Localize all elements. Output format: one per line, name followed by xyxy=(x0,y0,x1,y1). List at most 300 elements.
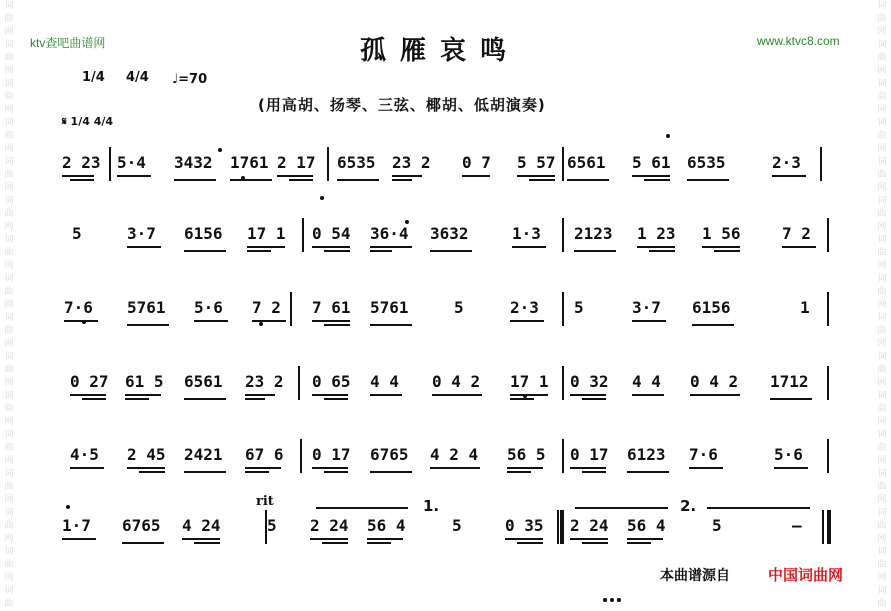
watermark-char: 曲 xyxy=(4,365,14,375)
beam-underline xyxy=(627,471,669,473)
beam-underline xyxy=(184,250,226,252)
beam-underline xyxy=(714,250,740,252)
beam-underline xyxy=(277,175,313,177)
beam-underline xyxy=(570,394,606,396)
watermark-char: 词 xyxy=(877,40,887,50)
note-group: 6156 xyxy=(692,298,731,317)
bar-line xyxy=(822,510,824,544)
beam-underline xyxy=(507,467,543,469)
watermark-char: 词 xyxy=(877,196,887,206)
watermark-char: 曲 xyxy=(877,92,887,102)
watermark-char: 网 xyxy=(877,573,887,583)
watermark-char: 曲 xyxy=(4,521,14,531)
beam-underline xyxy=(312,394,348,396)
watermark-char: 词 xyxy=(4,79,14,89)
note-group: 1712 xyxy=(770,372,809,391)
watermark-char: 曲 xyxy=(877,482,887,492)
watermark-char: 网 xyxy=(4,456,14,466)
watermark-char: 网 xyxy=(4,339,14,349)
beam-underline xyxy=(582,471,606,473)
bar-line xyxy=(109,147,111,181)
beam-underline xyxy=(127,324,169,326)
watermark-char: 曲 xyxy=(4,560,14,570)
note-group: 6561 xyxy=(567,153,606,172)
beam-underline xyxy=(632,394,664,396)
beam-underline xyxy=(510,398,534,400)
note-group: 5·4 xyxy=(117,153,146,172)
note-group: 5 57 xyxy=(517,153,556,172)
note-group: 2 24 xyxy=(570,516,609,535)
beam-underline xyxy=(182,538,220,540)
watermark-char: 曲 xyxy=(4,248,14,258)
octave-dot xyxy=(218,148,222,152)
score-line xyxy=(62,216,832,260)
beam-underline xyxy=(64,320,98,322)
beam-underline xyxy=(230,179,272,181)
bar-line xyxy=(562,147,564,181)
time-signature-2: 4/4 xyxy=(126,70,149,85)
note-group: 61 5 xyxy=(125,372,164,391)
beam-underline xyxy=(322,542,348,544)
note-group: 7 2 xyxy=(782,224,811,243)
beam-underline xyxy=(689,467,723,469)
beam-underline xyxy=(774,467,808,469)
note-group: 7·6 xyxy=(689,445,718,464)
note-group: 23 2 xyxy=(392,153,431,172)
beam-underline xyxy=(770,398,812,400)
beam-underline xyxy=(245,394,275,396)
beam-underline xyxy=(184,471,226,473)
watermark-char: 网 xyxy=(877,378,887,388)
note-group: 0 7 xyxy=(462,153,491,172)
bar-line xyxy=(298,366,300,400)
watermark-char: 词 xyxy=(4,1,14,11)
beam-underline xyxy=(324,471,348,473)
beam-underline xyxy=(194,320,228,322)
segno-time-signatures: 𝄋 1/4 4/4 xyxy=(62,115,114,128)
watermark-char: 网 xyxy=(877,534,887,544)
score-line xyxy=(62,364,832,408)
octave-dot xyxy=(610,598,614,602)
rit-marking: rit xyxy=(256,494,274,509)
bar-line xyxy=(820,147,822,181)
watermark-char: 词 xyxy=(877,118,887,128)
note-group: 1 23 xyxy=(637,224,676,243)
beam-underline xyxy=(687,179,729,181)
note-group: 7 2 xyxy=(252,298,281,317)
note-group: 56 5 xyxy=(507,445,546,464)
beam-underline xyxy=(462,175,490,177)
beam-underline xyxy=(430,250,472,252)
watermark-char: 曲 xyxy=(4,287,14,297)
note-group: 1·3 xyxy=(512,224,541,243)
beam-underline xyxy=(127,467,165,469)
watermark-char: 网 xyxy=(4,105,14,115)
bar-line xyxy=(562,292,564,326)
watermark-char: 网 xyxy=(877,183,887,193)
note-group: 3632 xyxy=(430,224,469,243)
bar-line xyxy=(265,510,267,544)
beam-underline xyxy=(529,179,555,181)
watermark-char: 词 xyxy=(877,430,887,440)
beam-underline xyxy=(370,471,412,473)
watermark-char: 网 xyxy=(877,339,887,349)
beam-underline xyxy=(574,250,616,252)
watermark-char: 网 xyxy=(4,378,14,388)
beam-underline xyxy=(247,246,285,248)
watermark-char: 网 xyxy=(877,417,887,427)
beam-underline xyxy=(125,394,161,396)
watermark-char: 词 xyxy=(877,508,887,518)
bar-line xyxy=(300,439,302,473)
watermark-char: 曲 xyxy=(4,599,14,609)
note-group: 6535 xyxy=(337,153,376,172)
watermark-char: 曲 xyxy=(877,287,887,297)
note-group: 5 xyxy=(712,516,722,535)
watermark-char: 曲 xyxy=(4,131,14,141)
watermark-char: 词 xyxy=(877,547,887,557)
watermark-char: 曲 xyxy=(4,14,14,24)
watermark-char: 词 xyxy=(4,430,14,440)
note-group: 4 4 xyxy=(370,372,399,391)
beam-underline xyxy=(507,471,531,473)
beam-underline xyxy=(122,542,164,544)
site-name-left[interactable]: ktv查吧曲谱网 xyxy=(30,36,106,50)
note-group: 4 2 4 xyxy=(430,445,479,464)
watermark-char: 词 xyxy=(877,586,887,596)
watermark-char: 曲 xyxy=(4,404,14,414)
note-group: 5 xyxy=(72,224,82,243)
bar-line xyxy=(827,292,829,326)
watermark-char: 词 xyxy=(4,196,14,206)
note-group: 0 65 xyxy=(312,372,351,391)
note-group: 2 45 xyxy=(127,445,166,464)
bar-line xyxy=(560,510,564,544)
beam-underline xyxy=(247,250,271,252)
beam-underline xyxy=(517,542,543,544)
note-group: 2421 xyxy=(184,445,223,464)
note-group: 17 1 xyxy=(510,372,549,391)
note-group: 4·5 xyxy=(70,445,99,464)
note-group: 5 xyxy=(574,298,584,317)
watermark-char: 词 xyxy=(877,157,887,167)
octave-dot xyxy=(523,394,527,398)
beam-underline xyxy=(367,542,391,544)
beam-underline xyxy=(570,538,608,540)
bar-line xyxy=(562,439,564,473)
beam-underline xyxy=(370,394,402,396)
beam-underline xyxy=(139,471,165,473)
beam-underline xyxy=(324,324,350,326)
note-group: 5·6 xyxy=(774,445,803,464)
beam-underline xyxy=(370,324,412,326)
watermark-char: 词 xyxy=(877,313,887,323)
note-group: 6123 xyxy=(627,445,666,464)
beam-underline xyxy=(510,394,548,396)
watermark-char: 词 xyxy=(877,352,887,362)
watermark-char: 曲 xyxy=(877,599,887,609)
octave-dot xyxy=(241,176,245,180)
beam-underline xyxy=(430,467,480,469)
volta-bracket xyxy=(316,507,408,509)
octave-dot xyxy=(666,134,670,138)
score-line xyxy=(62,437,832,481)
note-group: 3432 xyxy=(174,153,213,172)
watermark-char: 词 xyxy=(877,79,887,89)
beam-underline xyxy=(510,320,544,322)
watermark-char: 曲 xyxy=(4,482,14,492)
watermark-char: 网 xyxy=(4,183,14,193)
note-group: 2123 xyxy=(574,224,613,243)
watermark-char: 曲 xyxy=(4,170,14,180)
beam-underline xyxy=(627,538,663,540)
beam-underline xyxy=(632,175,670,177)
bar-line xyxy=(827,510,831,544)
beam-underline xyxy=(117,175,151,177)
octave-dot xyxy=(320,196,324,200)
note-group: 5761 xyxy=(127,298,166,317)
beam-underline xyxy=(649,250,675,252)
watermark-char: 词 xyxy=(4,352,14,362)
watermark-char: 网 xyxy=(4,534,14,544)
watermark-right xyxy=(875,0,889,611)
note-group: 6561 xyxy=(184,372,223,391)
beam-underline xyxy=(582,398,606,400)
watermark-char: 网 xyxy=(877,105,887,115)
note-group: 7 61 xyxy=(312,298,351,317)
beam-underline xyxy=(690,394,740,396)
note-group: 36·4 xyxy=(370,224,409,243)
volta-label: 2. xyxy=(680,497,697,515)
note-group: 6535 xyxy=(687,153,726,172)
beam-underline xyxy=(312,246,350,248)
note-group: 5·6 xyxy=(194,298,223,317)
watermark-char: 网 xyxy=(4,144,14,154)
instrumentation: (用高胡、扬琴、三弦、椰胡、低胡演奏) xyxy=(258,96,546,114)
beam-underline xyxy=(127,246,161,248)
watermark-char: 词 xyxy=(4,40,14,50)
beam-underline xyxy=(70,179,94,181)
bar-line xyxy=(562,366,564,400)
beam-underline xyxy=(125,398,149,400)
note-group: 1 xyxy=(800,298,810,317)
beam-underline xyxy=(337,179,379,181)
watermark-char: 曲 xyxy=(877,560,887,570)
note-group: 6765 xyxy=(122,516,161,535)
bar-line xyxy=(327,147,329,181)
beam-underline xyxy=(367,538,403,540)
watermark-char: 曲 xyxy=(4,326,14,336)
note-group: 7·6 xyxy=(64,298,93,317)
note-group: 5 xyxy=(267,516,277,535)
note-group: 0 17 xyxy=(570,445,609,464)
watermark-char: 曲 xyxy=(877,521,887,531)
volta-bracket xyxy=(707,507,810,509)
watermark-char: 网 xyxy=(4,573,14,583)
octave-dot xyxy=(603,598,607,602)
bar-line xyxy=(562,218,564,252)
beam-underline xyxy=(512,246,546,248)
note-group: 6765 xyxy=(370,445,409,464)
watermark-char: 词 xyxy=(4,547,14,557)
watermark-char: 网 xyxy=(877,144,887,154)
beam-underline xyxy=(245,467,281,469)
time-signature-1: 1/4 xyxy=(82,70,105,85)
note-group: 2 23 xyxy=(62,153,101,172)
note-group: 0 4 2 xyxy=(432,372,481,391)
note-group: 2 17 xyxy=(277,153,316,172)
watermark-char: 曲 xyxy=(4,443,14,453)
beam-underline xyxy=(632,320,666,322)
watermark-char: 词 xyxy=(4,469,14,479)
watermark-char: 曲 xyxy=(877,365,887,375)
beam-underline xyxy=(505,538,543,540)
beam-underline xyxy=(432,394,482,396)
watermark-char: 网 xyxy=(877,261,887,271)
bar-line xyxy=(290,292,292,326)
note-group: 0 54 xyxy=(312,224,351,243)
watermark-char: 曲 xyxy=(4,209,14,219)
watermark-char: 网 xyxy=(877,495,887,505)
watermark-char: 网 xyxy=(4,27,14,37)
note-group: — xyxy=(792,516,802,535)
watermark-char: 网 xyxy=(4,417,14,427)
beam-underline xyxy=(702,246,740,248)
watermark-char: 网 xyxy=(4,261,14,271)
score-line xyxy=(62,290,832,334)
beam-underline xyxy=(637,246,675,248)
watermark-char: 网 xyxy=(877,27,887,37)
note-group: 0 4 2 xyxy=(690,372,739,391)
watermark-char: 网 xyxy=(877,222,887,232)
note-group: 17 1 xyxy=(247,224,286,243)
tempo-mark: ♩=70 xyxy=(172,72,208,87)
octave-dot xyxy=(617,598,621,602)
watermark-char: 曲 xyxy=(877,404,887,414)
beam-underline xyxy=(582,542,608,544)
beam-underline xyxy=(627,542,651,544)
beam-underline xyxy=(245,398,265,400)
note-group: 0 32 xyxy=(570,372,609,391)
watermark-char: 词 xyxy=(877,274,887,284)
bar-line xyxy=(557,510,559,544)
watermark-char: 词 xyxy=(4,313,14,323)
volta-label: 1. xyxy=(423,497,440,515)
note-group: 4 4 xyxy=(632,372,661,391)
watermark-char: 曲 xyxy=(877,14,887,24)
watermark-char: 曲 xyxy=(877,131,887,141)
note-group: 0 17 xyxy=(312,445,351,464)
bar-line xyxy=(302,218,304,252)
watermark-char: 曲 xyxy=(877,443,887,453)
beam-underline xyxy=(692,324,734,326)
beam-underline xyxy=(324,398,348,400)
beam-underline xyxy=(570,467,606,469)
note-group: 56 4 xyxy=(367,516,406,535)
watermark-char: 词 xyxy=(4,157,14,167)
watermark-char: 网 xyxy=(4,222,14,232)
note-group: 0 35 xyxy=(505,516,544,535)
octave-dot xyxy=(66,505,70,509)
watermark-char: 词 xyxy=(877,235,887,245)
octave-dot xyxy=(405,220,409,224)
beam-underline xyxy=(184,398,226,400)
watermark-char: 网 xyxy=(4,300,14,310)
watermark-char: 词 xyxy=(877,1,887,11)
watermark-char: 词 xyxy=(4,235,14,245)
watermark-char: 网 xyxy=(877,300,887,310)
octave-dot xyxy=(82,320,86,324)
note-group: 6156 xyxy=(184,224,223,243)
note-group: 1·7 xyxy=(62,516,91,535)
source-site-link[interactable]: 中国词曲网 xyxy=(768,566,844,584)
octave-dot xyxy=(259,322,263,326)
beam-underline xyxy=(194,542,220,544)
beam-underline xyxy=(772,175,806,177)
watermark-left xyxy=(2,0,16,611)
beam-underline xyxy=(62,175,94,177)
beam-underline xyxy=(252,320,286,322)
watermark-char: 网 xyxy=(877,456,887,466)
source-text: 本曲谱源自 xyxy=(660,568,730,584)
note-group: 2·3 xyxy=(510,298,539,317)
beam-underline xyxy=(62,538,96,540)
watermark-char: 曲 xyxy=(4,53,14,63)
watermark-char: 网 xyxy=(4,495,14,505)
watermark-char: 网 xyxy=(877,66,887,76)
note-group: 5 61 xyxy=(632,153,671,172)
watermark-char: 词 xyxy=(4,586,14,596)
watermark-char: 词 xyxy=(4,274,14,284)
beam-underline xyxy=(310,538,348,540)
note-group: 5 xyxy=(452,516,462,535)
score-line xyxy=(62,145,832,189)
watermark-char: 曲 xyxy=(877,209,887,219)
beam-underline xyxy=(174,179,216,181)
note-group: 1761 xyxy=(230,153,269,172)
score-line xyxy=(62,508,832,552)
bar-line xyxy=(827,439,829,473)
note-group: 56 4 xyxy=(627,516,666,535)
watermark-char: 曲 xyxy=(877,53,887,63)
beam-underline xyxy=(782,246,816,248)
bar-line xyxy=(827,218,829,252)
watermark-char: 曲 xyxy=(877,248,887,258)
watermark-char: 曲 xyxy=(877,170,887,180)
note-group: 23 2 xyxy=(245,372,284,391)
bar-line xyxy=(827,366,829,400)
song-title: 孤雁哀鸣 xyxy=(359,36,520,66)
beam-underline xyxy=(324,250,350,252)
note-group: 5761 xyxy=(370,298,409,317)
beam-underline xyxy=(392,179,412,181)
watermark-char: 词 xyxy=(4,391,14,401)
site-name-right[interactable]: www.ktvc8.com xyxy=(757,34,840,48)
watermark-char: 曲 xyxy=(4,92,14,102)
note-group: 4 24 xyxy=(182,516,221,535)
watermark-char: 词 xyxy=(877,469,887,479)
beam-underline xyxy=(70,394,106,396)
watermark-char: 网 xyxy=(4,66,14,76)
beam-underline xyxy=(567,179,609,181)
note-group: 3·7 xyxy=(632,298,661,317)
beam-underline xyxy=(289,179,313,181)
beam-underline xyxy=(517,175,555,177)
beam-underline xyxy=(312,467,348,469)
note-group: 2·3 xyxy=(772,153,801,172)
note-group: 67 6 xyxy=(245,445,284,464)
watermark-char: 词 xyxy=(877,391,887,401)
